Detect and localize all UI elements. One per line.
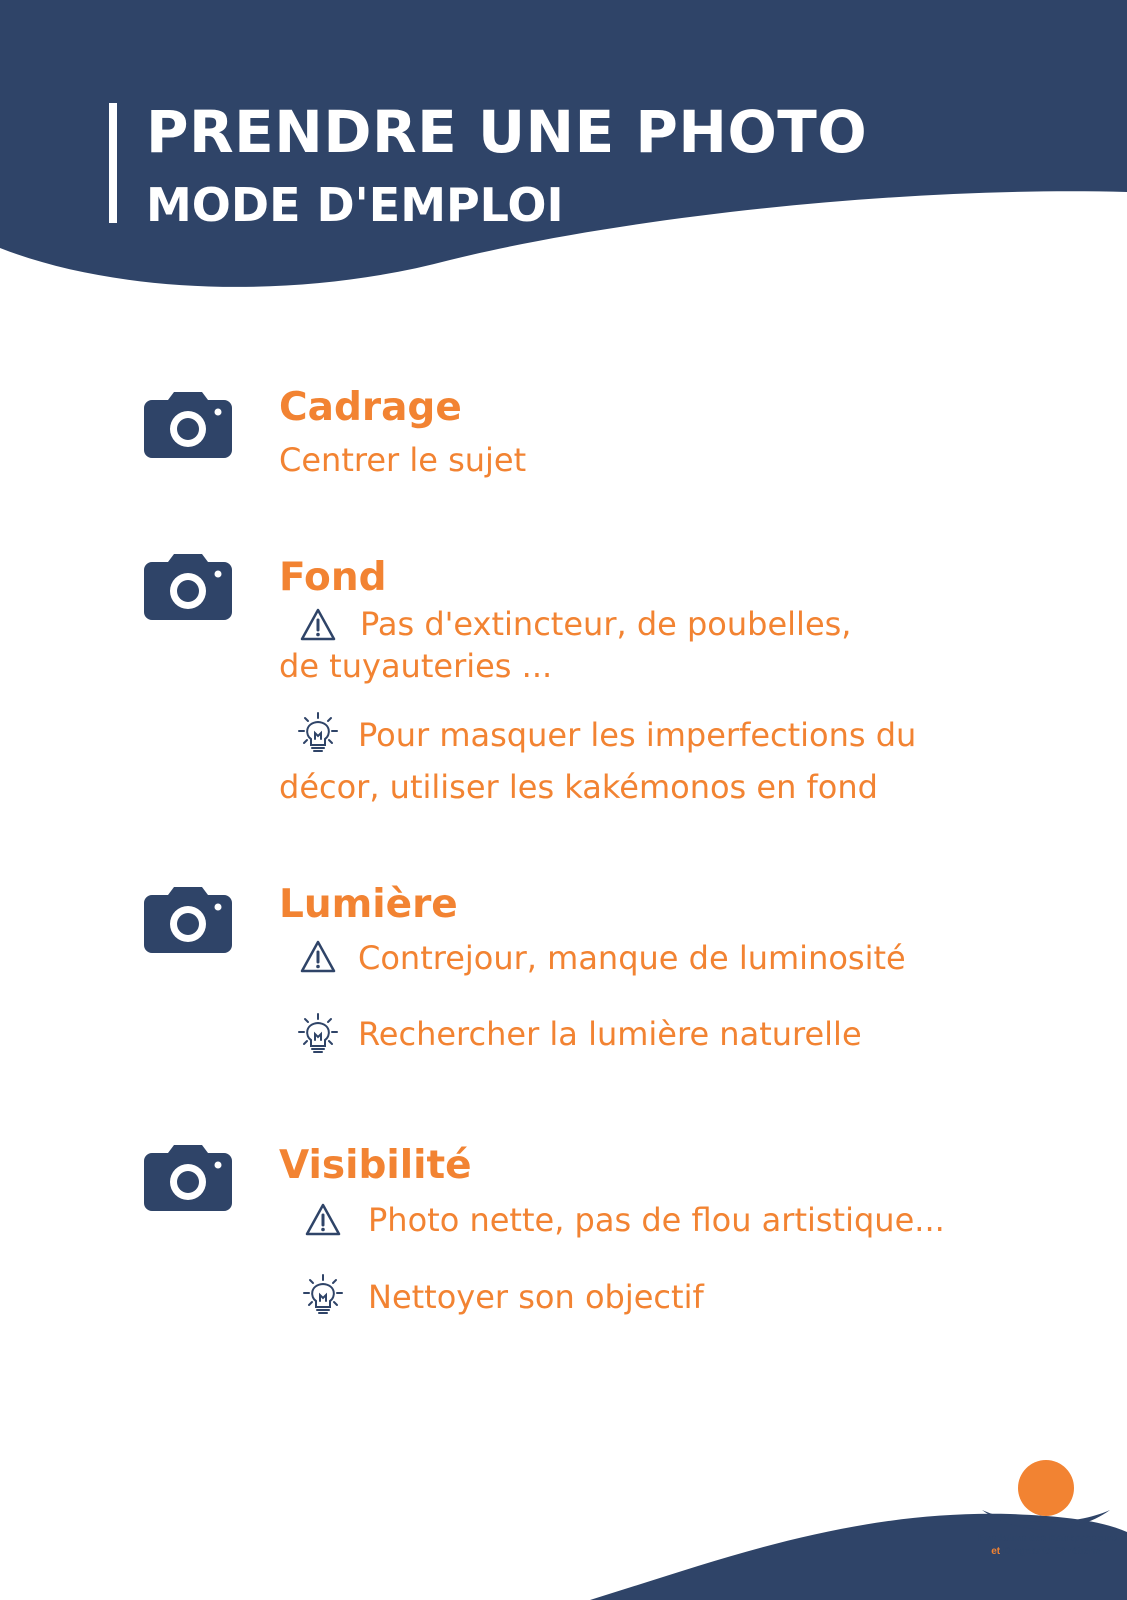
section-title-lumiere: Lumière bbox=[279, 882, 458, 927]
logo-text-dirigeants: Dirigeants Chrétiens bbox=[1002, 1546, 1101, 1557]
logo-text-line-1: Fondation des Entrepreneurs bbox=[978, 1533, 1118, 1544]
camera-icon bbox=[144, 552, 232, 620]
fond-tip-line-2: décor, utiliser les kakémonos en fond bbox=[279, 768, 878, 806]
section-title-cadrage: Cadrage bbox=[279, 385, 462, 430]
fond-warning-line-2: de tuyauteries ... bbox=[279, 647, 553, 685]
lightbulb-icon bbox=[296, 711, 340, 755]
lightbulb-icon bbox=[301, 1273, 345, 1317]
cadrage-text: Centrer le sujet bbox=[279, 441, 527, 479]
page-title: PRENDRE UNE PHOTO bbox=[146, 98, 868, 166]
section-title-visibilite: Visibilité bbox=[279, 1143, 472, 1188]
visibilite-warning: Photo nette, pas de flou artistique... bbox=[368, 1201, 945, 1239]
fond-tip-line-1: Pour masquer les imperfections du bbox=[358, 716, 917, 754]
logo-text-line-2 bbox=[978, 1545, 1114, 1558]
visibilite-tip: Nettoyer son objectif bbox=[368, 1278, 704, 1316]
warning-icon bbox=[298, 605, 338, 645]
foundation-logo bbox=[978, 1460, 1118, 1558]
section-title-fond: Fond bbox=[279, 555, 387, 600]
camera-icon bbox=[144, 1143, 232, 1211]
title-accent-bar bbox=[109, 103, 117, 223]
camera-icon bbox=[144, 885, 232, 953]
page-subtitle: MODE D'EMPLOI bbox=[146, 178, 564, 232]
fond-warning-line-1: Pas d'extincteur, de poubelles, bbox=[360, 605, 852, 643]
logo-mark bbox=[978, 1460, 1114, 1532]
lumiere-tip: Rechercher la lumière naturelle bbox=[358, 1015, 862, 1053]
camera-icon bbox=[144, 390, 232, 458]
lumiere-warning: Contrejour, manque de luminosité bbox=[358, 939, 906, 977]
logo-text-et: et bbox=[991, 1546, 1001, 1557]
warning-icon bbox=[303, 1200, 343, 1240]
warning-icon bbox=[298, 937, 338, 977]
lightbulb-icon bbox=[296, 1012, 340, 1056]
